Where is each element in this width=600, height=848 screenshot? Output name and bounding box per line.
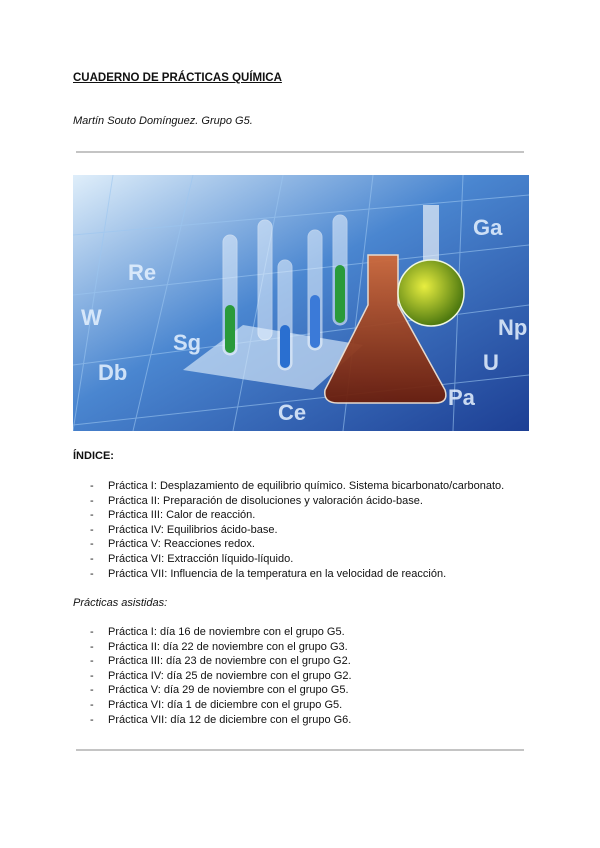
tile-np: Np — [498, 315, 528, 340]
tile-w: W — [81, 305, 102, 330]
list-item: - Práctica VII: día 12 de diciembre con el grupo G6. — [90, 713, 352, 726]
list-item: - Práctica III: Calor de reacción. — [90, 509, 256, 522]
list-item: - Práctica I: Desplazamiento de equilibrio químico. Sistema bicarbonato/carbonato. — [90, 480, 505, 492]
list-item: - Práctica IV: Equilibrios ácido-base. — [90, 523, 278, 536]
tile-ga: Ga — [473, 215, 503, 240]
list-item: - Práctica II: Preparación de disoluciones y valoración ácido-base. — [90, 494, 423, 507]
list-item: - Práctica VI: Extracción líquido-líquido. — [90, 552, 294, 565]
tile-u: U — [483, 350, 499, 375]
tile-sg: Sg — [173, 330, 202, 355]
divider — [76, 151, 524, 153]
list-item: - Práctica II: día 22 de noviembre con el grupo G3. — [90, 640, 348, 653]
author-line: Martín Souto Domínguez. Grupo G5. — [73, 115, 253, 127]
tile-ce: Ce — [278, 400, 307, 425]
tile-pa: Pa — [448, 385, 475, 410]
list-item: - Práctica V: Reacciones redox. — [90, 538, 255, 551]
attended-heading: Prácticas asistidas: — [73, 597, 168, 609]
tile-re: Re — [128, 260, 157, 285]
chemistry-lab-image — [73, 175, 529, 431]
list-item: - Práctica VII: Influencia de la temperatura en la velocidad de reacción. — [90, 567, 447, 580]
tile-db: Db — [98, 360, 128, 385]
divider — [76, 749, 524, 751]
index-list — [73, 479, 504, 581]
list-item: - Práctica IV: día 25 de noviembre con el grupo G2. — [90, 669, 352, 682]
list-item: - Práctica V: día 29 de noviembre con el grupo G5. — [90, 684, 349, 697]
list-item: - Práctica III: día 23 de noviembre con el grupo G2. — [90, 655, 351, 668]
index-heading: ÍNDICE: — [73, 450, 114, 462]
list-item: - Práctica I: día 16 de noviembre con el grupo G5. — [90, 626, 345, 638]
list-item: - Práctica VI: día 1 de diciembre con el grupo G5. — [90, 698, 343, 711]
attended-list — [73, 625, 352, 727]
document-title: CUADERNO DE PRÁCTICAS QUÍMICA — [73, 72, 282, 84]
